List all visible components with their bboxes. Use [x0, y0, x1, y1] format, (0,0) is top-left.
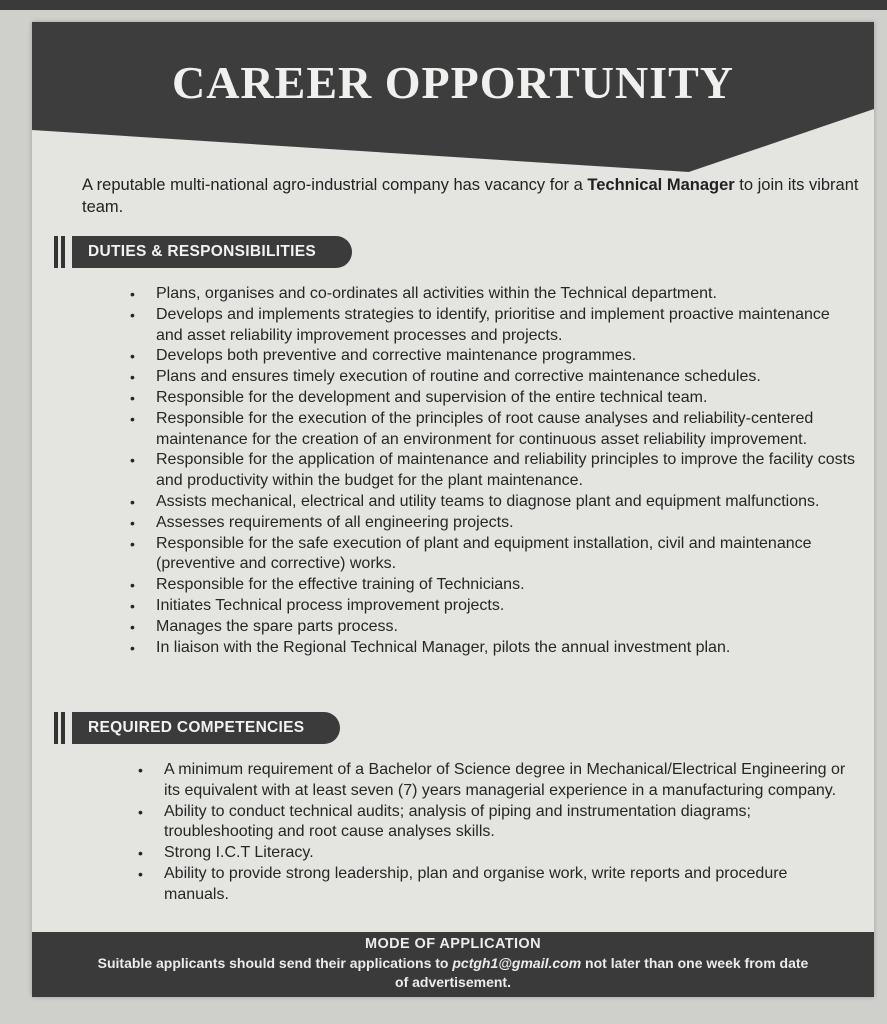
application-footer: [32, 932, 874, 997]
list-item: • Initiates Technical process improvement projects.: [128, 596, 858, 617]
application-heading: MODE OF APPLICATION: [365, 936, 541, 952]
list-item: • Ability to provide strong leadership, plan and organise work, write reports and procedure manuals.: [136, 864, 846, 906]
list-item: • Assists mechanical, electrical and utility teams to diagnose plant and equipment malfunctions.: [128, 492, 858, 513]
list-item: • Responsible for the execution of the principles of root cause analyses and reliability-centered maintenance for the creation of an environment for continuous asset reliability improvement.: [128, 409, 858, 451]
list-item: • Develops and implements strategies to identify, prioritise and implement proactive maintenance and asset reliability improvement processes and projects.: [128, 305, 858, 347]
list-item: • Strong I.C.T Literacy.: [136, 843, 846, 864]
application-text: [32, 954, 874, 992]
section-marker: [54, 712, 68, 744]
list-item: • Responsible for the effective training of Technicians.: [128, 575, 858, 596]
list-item: • Responsible for the application of maintenance and reliability principles to improve the facility costs and productivity within the budget for the plant maintenance.: [128, 450, 858, 492]
top-strip: [0, 0, 887, 10]
application-email[interactable]: pctgh1@gmail.com: [452, 955, 582, 971]
list-item: • Manages the spare parts process.: [128, 617, 858, 638]
list-item: • Responsible for the safe execution of plant and equipment installation, civil and maintenance (preventive and corrective) works.: [128, 534, 858, 576]
intro-text-after: to join its vibrant team.: [82, 176, 859, 216]
duties-list: [128, 284, 858, 658]
application-text-after: not later than one week from date of advertisement.: [395, 955, 809, 990]
list-item: • Plans, organises and co-ordinates all activities within the Technical department.: [128, 284, 858, 305]
list-item: • Plans and ensures timely execution of routine and corrective maintenance schedules.: [128, 367, 858, 388]
list-item: • A minimum requirement of a Bachelor of Science degree in Mechanical/Electrical Engineering or its equivalent with at least seven (7) years managerial experience in a manufacturing company.: [136, 760, 846, 802]
list-item: • In liaison with the Regional Technical Manager, pilots the annual investment plan.: [128, 638, 858, 659]
competencies-section-header: [54, 712, 340, 744]
list-item: • Develops both preventive and corrective maintenance programmes.: [128, 346, 858, 367]
duties-heading: DUTIES & RESPONSIBILITIES: [72, 236, 352, 268]
job-advertisement: [32, 22, 874, 997]
application-text-before: Suitable applicants should send their applications to: [97, 955, 453, 971]
intro-paragraph: [82, 174, 862, 218]
duties-section-header: [54, 236, 352, 268]
list-item: • Assesses requirements of all engineering projects.: [128, 513, 858, 534]
competencies-list: [136, 760, 846, 906]
page-title: CAREER OPPORTUNITY: [171, 57, 735, 108]
intro-text-before: A reputable multi-national agro-industrial company has vacancy for a: [82, 176, 588, 194]
section-marker: [54, 236, 68, 268]
list-item: • Responsible for the development and supervision of the entire technical team.: [128, 388, 858, 409]
list-item: • Ability to conduct technical audits; analysis of piping and instrumentation diagrams; troubleshooting and root cause analyses skills.: [136, 802, 846, 844]
competencies-heading: REQUIRED COMPETENCIES: [72, 712, 340, 744]
intro-position: Technical Manager: [587, 176, 735, 194]
